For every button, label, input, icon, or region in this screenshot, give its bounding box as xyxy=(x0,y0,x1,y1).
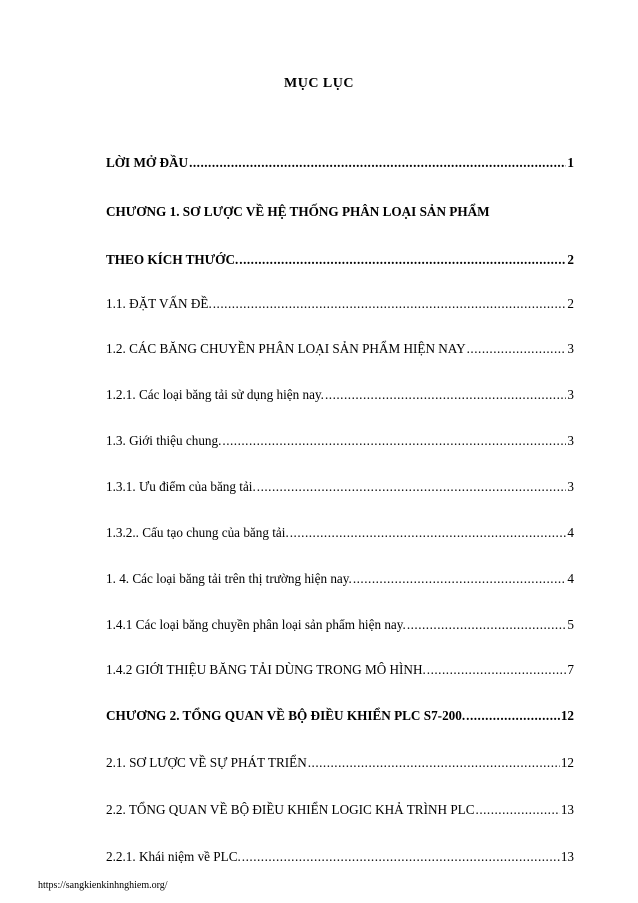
toc-entry xyxy=(106,570,574,588)
toc-entry xyxy=(106,386,574,404)
toc-leader-dots xyxy=(257,478,567,496)
toc-leader-dots xyxy=(427,661,567,679)
toc-entry-text: 1.3.1. Ưu điểm của băng tải. xyxy=(106,479,256,494)
toc-entry-page: 7 xyxy=(567,662,574,677)
toc-entry xyxy=(106,340,574,358)
toc-entry-text: 1.1. ĐẶT VẤN ĐỀ. xyxy=(106,296,212,311)
toc-entry-text: 1.2.1. Các loại băng tải sử dụng hiện nay. xyxy=(106,387,324,402)
toc-entry-text: 1.4.1 Các loại băng chuyền phân loại sản phẩm hiện nay. xyxy=(106,617,406,632)
toc-entry-text: 1.2. CÁC BĂNG CHUYỀN PHÂN LOẠI SẢN PHẨM HIỆN NAY xyxy=(106,341,466,356)
toc-entry-page: 2 xyxy=(567,252,574,267)
toc-entry-page: 2 xyxy=(567,296,574,311)
toc-leader-dots xyxy=(242,848,560,866)
toc-entry-page: 13 xyxy=(560,802,574,817)
toc-entry xyxy=(106,754,574,772)
toc-leader-dots xyxy=(353,570,567,588)
toc-entry xyxy=(106,524,574,542)
toc-entry xyxy=(106,848,574,866)
toc-entry-text: 2.2.1. Khái niệm về PLC. xyxy=(106,849,241,864)
toc-leader-dots xyxy=(290,524,567,542)
toc-leader-dots xyxy=(325,386,566,404)
toc-entry-text: CHƯƠNG 1. SƠ LƯỢC VỀ HỆ THỐNG PHÂN LOẠI SẢN PHẨM xyxy=(106,204,490,219)
toc-leader-dots xyxy=(467,340,567,358)
toc-entry-page: 12 xyxy=(560,708,574,723)
toc-leader-dots xyxy=(189,154,566,172)
toc-leader-dots xyxy=(308,754,560,772)
toc-entry xyxy=(106,616,574,634)
toc-entry xyxy=(106,801,574,819)
page-title: MỤC LỤC xyxy=(284,76,354,91)
toc-leader-dots xyxy=(476,801,560,819)
toc-entry xyxy=(106,203,574,221)
toc-entry xyxy=(106,251,574,269)
toc-entry xyxy=(106,661,574,679)
toc-entry-page: 3 xyxy=(567,433,574,448)
toc-entry-text: 1.4.2 GIỚI THIỆU BĂNG TẢI DÙNG TRONG MÔ HÌNH. xyxy=(106,662,426,677)
toc-entry-text: THEO KÍCH THƯỚC. xyxy=(106,252,239,267)
toc-entry-text: LỜI MỞ ĐẦU xyxy=(106,155,189,170)
toc-entry-text: 2.1. SƠ LƯỢC VỀ SỰ PHÁT TRIỂN xyxy=(106,755,307,770)
toc-entry-page: 4 xyxy=(567,525,574,540)
toc-entry-page: 5 xyxy=(567,617,574,632)
toc-entry-text: 1.3. Giới thiệu chung. xyxy=(106,433,222,448)
toc-entry-text: 1. 4. Các loại băng tải trên thị trường hiện nay. xyxy=(106,571,352,586)
toc-entry-page: 3 xyxy=(567,479,574,494)
toc-entry-page: 13 xyxy=(560,849,574,864)
toc-entry-page: 12 xyxy=(560,755,574,770)
toc-leader-dots xyxy=(239,251,566,269)
toc-entry xyxy=(106,154,574,172)
toc-leader-dots xyxy=(407,616,567,634)
toc-entry-text: 1.3.2.. Cấu tạo chung của băng tải. xyxy=(106,525,289,540)
toc-leader-dots xyxy=(213,295,567,313)
toc-leader-dots xyxy=(222,432,566,450)
toc-leader-dots xyxy=(466,707,560,725)
toc-entry-page: 3 xyxy=(567,387,574,402)
toc-entry xyxy=(106,432,574,450)
toc-entry xyxy=(106,707,574,725)
toc-entry xyxy=(106,478,574,496)
toc-entry xyxy=(106,295,574,313)
toc-entry-text: 2.2. TỔNG QUAN VỀ BỘ ĐIỀU KHIỂN LOGIC KHẢ TRÌNH PLC xyxy=(106,802,475,817)
toc-entry-page: 3 xyxy=(567,341,574,356)
toc-entry-text: CHƯƠNG 2. TỔNG QUAN VỀ BỘ ĐIỀU KHIỂN PLC S7-200. xyxy=(106,708,466,723)
toc-entry-page: 1 xyxy=(567,155,574,170)
toc-entry-page: 4 xyxy=(567,571,574,586)
source-url: https://sangkienkinhnghiem.org/ xyxy=(38,880,168,891)
